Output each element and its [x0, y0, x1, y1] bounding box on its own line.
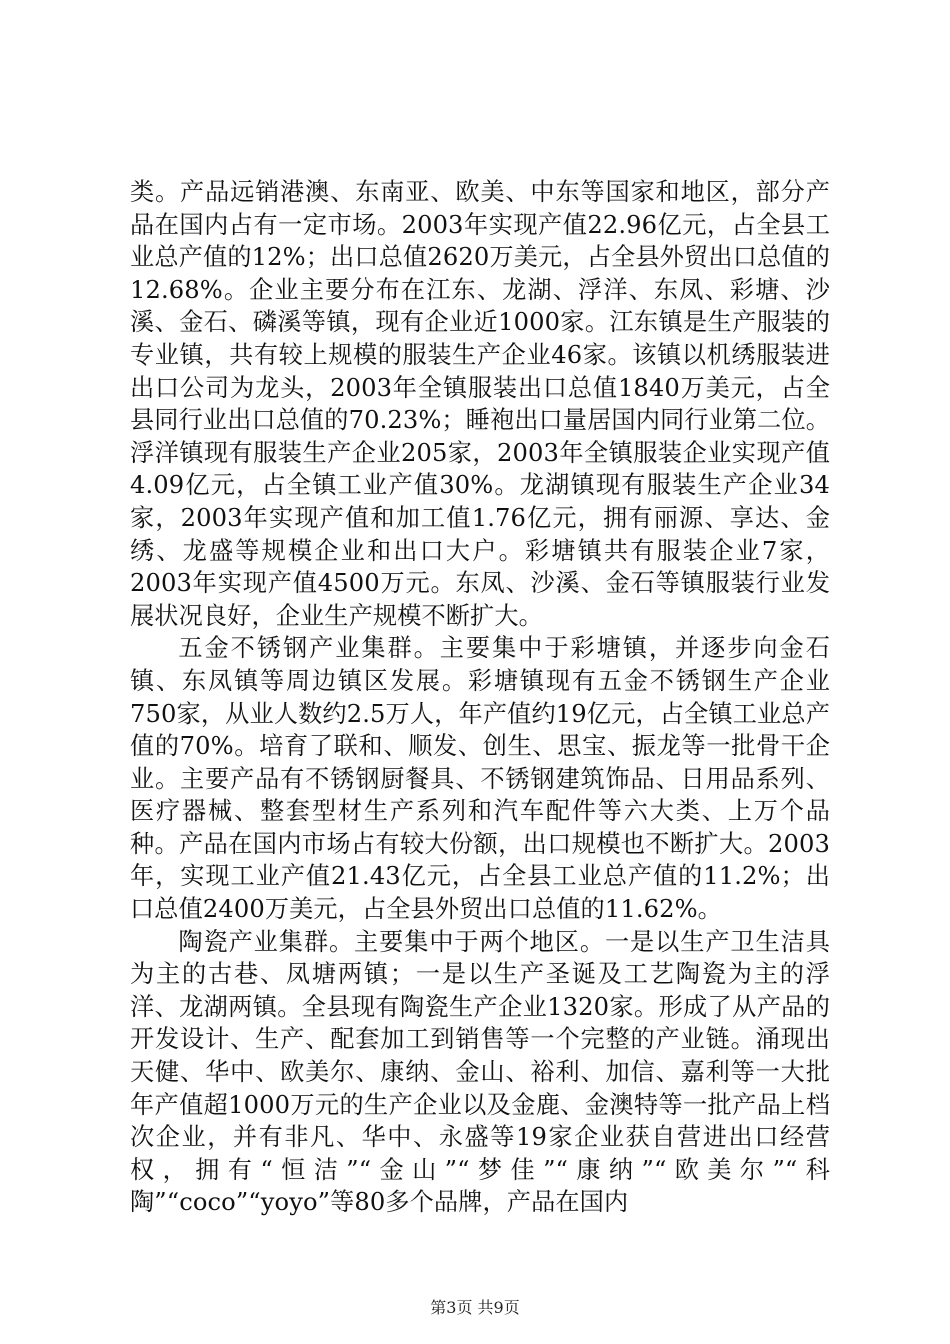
paragraph-ceramics: 陶瓷产业集群。主要集中于两个地区。一是以生产卫生洁具为主的古巷、凤塘两镇；一是以生产圣诞及工艺陶瓷为主的浮洋、龙湖两镇。全县现有陶瓷生产企业1320家。形成了从产品的开发设计、生产、配套加工到销售等一个完整的产业链。涌现出天健、华中、欧美尔、康纳、金山、裕利、加信、嘉利等一大批年产值超1000万元的生产企业以及金鹿、金澳特等一批产品上档次企业，并有非凡、华中、永盛等19家企业获自营进出口经营权，拥有“恒洁”“金山”“梦佳”“康纳”“欧美尔”“科陶”“coco”“yoyo”等80多个品牌，产品在国内 [130, 927, 830, 1217]
paragraph-hardware-stainless-steel: 五金不锈钢产业集群。主要集中于彩塘镇，并逐步向金石镇、东凤镇等周边镇区发展。彩塘镇现有五金不锈钢生产企业750家，从业人数约2.5万人，年产值约19亿元，占全镇工业总产值的70%。培育了联和、顺发、创生、思宝、振龙等一批骨干企业。主要产品有不锈钢厨餐具、不锈钢建筑饰品、日用品系列、医疗器械、整套型材生产系列和汽车配件等六大类、上万个品种。产品在国内市场占有较大份额，出口规模也不断扩大。2003年，实现工业产值21.43亿元，占全县工业总产值的11.2%；出口总值2400万美元，占全县外贸出口总值的11.62%。 [130, 634, 830, 924]
paragraph-garment-continued: 类。产品远销港澳、东南亚、欧美、中东等国家和地区，部分产品在国内占有一定市场。2003年实现产值22.96亿元，占全县工业总产值的12%；出口总值2620万美元，占全县外贸出口总值的12.68%。企业主要分布在江东、龙湖、浮洋、东凤、彩塘、沙溪、金石、磷溪等镇，现有企业近1000家。江东镇是生产服装的专业镇，共有较上规模的服装生产企业46家。该镇以机绣服装进出口公司为龙头，2003年全镇服装出口总值1840万美元，占全县同行业出口总值的70.23%；睡袍出口量居国内同行业第二位。浮洋镇现有服装生产企业205家，2003年全镇服装企业实现产值4.09亿元，占全镇工业产值30%。龙湖镇现有服装生产企业34家，2003年实现产值和加工值1.76亿元，拥有丽源、享达、金绣、龙盛等规模企业和出口大户。彩塘镇共有服装企业7家，2003年实现产值4500万元。东凤、沙溪、金石等镇服装行业发展状况良好，企业生产规模不断扩大。 [130, 178, 831, 630]
body-text [130, 176, 830, 1219]
page-footer: 第3页 共9页 [430, 1298, 520, 1317]
